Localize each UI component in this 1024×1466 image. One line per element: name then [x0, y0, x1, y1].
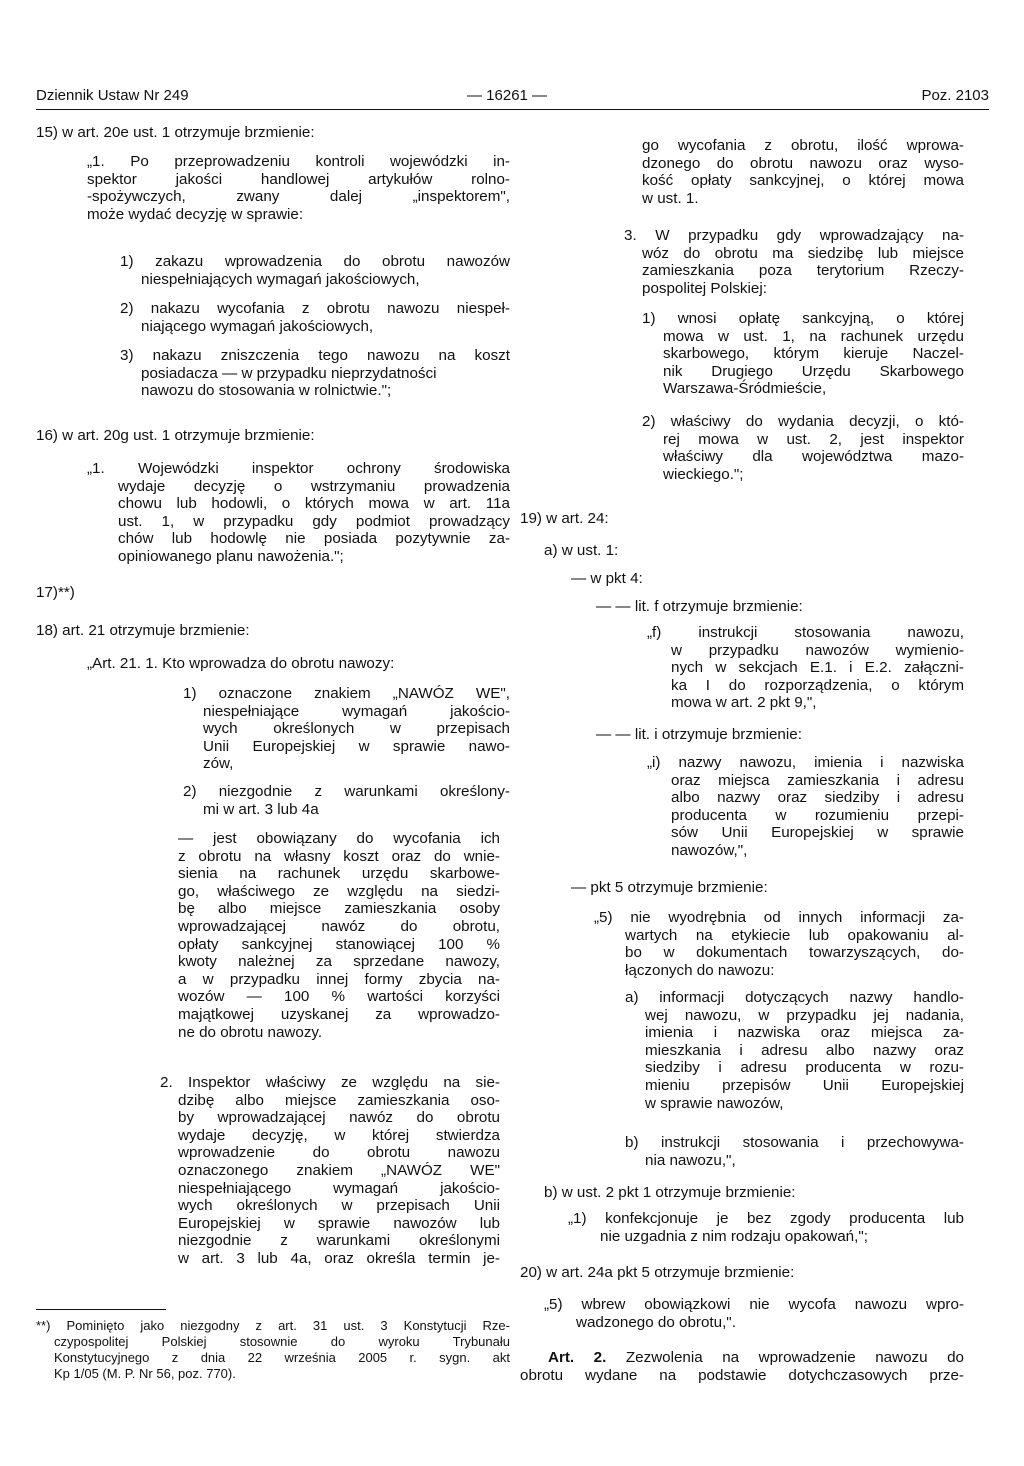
item-19: 19) w art. 24: [520, 510, 609, 527]
item-19-a: a) w ust. 1: [544, 542, 619, 559]
pkt-5-a: a) informacji dotyczących nazwy handlo- wej nawozu, w przypadku jej nadania, imienia i nazwiska oraz miejsca za- mieszkania i adresu albo nazwy oraz siedziby i adresu producenta w rozu- mieniu przepisów Unii Europejskiej w sprawie nawozów, [625, 989, 964, 1112]
header-rule [36, 109, 989, 110]
lit-f-text: „f) instrukcji stosowania nawozu, w przypadku nawozów wymienio- nych w sekcjach E.1. i E.2. załączni- ka I do rozporządzenia, o którym mowa w art. 2 pkt 9,", [647, 624, 964, 712]
para-3-point-2: 2) właściwy do wydania decyzji, o któ- rej mowa w ust. 2, jest inspektor właściwy dla województwa mazo- wieckiego."; [642, 413, 964, 483]
para-3-point-1: 1) wnosi opłatę sankcyjną, o której mowa w ust. 1, na rachunek urzędu skarbowego, którym kieruje Naczel- nik Drugiego Urzędu Skarbowego Warszawa-Śródmieście, [642, 310, 964, 398]
position-number: Poz. 2103 [921, 87, 989, 104]
item-20-text: „5) wbrew obowiązkowi nie wycofa nawozu wpro- wadzonego do obrotu,". [544, 1296, 964, 1331]
journal-title: Dziennik Ustaw Nr 249 [36, 87, 189, 104]
continuation-text: go wycofania z obrotu, ilość wprowa- dzonego do obrotu nawozu oraz wyso- kość opłaty sankcyjnej, o której mowa w ust. 1. [642, 137, 964, 207]
art-2 [520, 1349, 964, 1384]
page-number: — 16261 — [467, 87, 548, 104]
item-15-point-2: 2) nakazu wycofania z obrotu nawozu niespeł- niającego wymagań jakościowych, [120, 300, 510, 335]
item-15-text: „1. Po przeprowadzeniu kontroli wojewódzki in- spektor jakości handlowej artykułów rolno- -spożywczych, zwany dalej „inspektorem", może wydać decyzję w sprawie: [87, 153, 510, 223]
pkt-5-text: „5) nie wyodrębnia od innych informacji za- wartych na etykiecie lub opakowaniu al- bo w dokumentach towarzyszących, do- łączonych do nawozu: [594, 909, 964, 979]
art-21-para-3: 3. W przypadku gdy wprowadzający na- wóz do obrotu ma siedzibę lub miejsce zamieszkania poza terytorium Rzeczy- pospolitej Polskiej: [624, 227, 964, 297]
item-16-text: „1. Wojewódzki inspektor ochrony środowiska wydaje decyzję o wstrzymaniu prowadzenia chowu lub hodowli, o których mowa w art. 11a ust. 1, w przypadku gdy podmiot prowadzący chów lub hodowlę nie posiada pozytywnie za- opiniowanego planu nawożenia."; [87, 460, 510, 565]
art-21-heading: „Art. 21. 1. Kto wprowadza do obrotu nawozy: [87, 655, 395, 672]
art-2-text-1: Zezwolenia na wprowadzenie nawozu do [625, 1349, 964, 1366]
page-header [36, 87, 989, 107]
item-18: 18) art. 21 otrzymuje brzmienie: [36, 622, 250, 639]
art-21-para-2: 2. Inspektor właściwy ze względu na sie- dzibę albo miejsce zamieszkania oso- by wprowadzającej nawóz do obrotu wydaje decyzję, w której stwierdza wprowadzenie do obrotu nawozu oznaczonego znakiem „NAWÓZ WE" niespełniającego wymagań jakościo- wych określonych w przepisach Unii Europejskiej w sprawie nawozów lub niezgodnie z warunkami określonymi w art. 3 lub 4a, oraz określa termin je- [160, 1074, 500, 1267]
item-19-b: b) w ust. 2 pkt 1 otrzymuje brzmienie: [544, 1184, 796, 1201]
art-2-label: Art. 2. [548, 1349, 607, 1366]
art-21-obligation: — jest obowiązany do wycofania ich z obrotu na własny koszt oraz do wnie- sienia na rachunek urzędu skarbowe- go, właściwego ze względu na siedzi- bę albo miejsce zamieszkania osoby wprowadzającej nawóz do obrotu, opłaty sankcyjnej stanowiącej 100 % kwoty należnej za sprzedane nawozy, a w przypadku innej formy zbycia na- wozów — 100 % wartości korzyści majątkowej uzyskanej za wprowadzo- ne do obrotu nawozy. [178, 830, 500, 1041]
item-16: 16) w art. 20g ust. 1 otrzymuje brzmienie: [36, 427, 315, 444]
item-17: 17)**) [36, 584, 75, 601]
item-15-point-3: 3) nakazu zniszczenia tego nawozu na koszt posiadacza — w przypadku nieprzydatności nawozu do stosowania w rolnictwie."; [120, 347, 510, 400]
item-19-lit-i: — — lit. i otrzymuje brzmienie: [596, 726, 802, 743]
item-19-b-text: „1) konfekcjonuje je bez zgody producenta lub nie uzgadnia z nim rodzaju opakowań,"; [568, 1210, 964, 1245]
item-19-pkt-4: — w pkt 4: [571, 570, 643, 587]
footnote: **) Pominięto jako niezgodny z art. 31 ust. 3 Konstytucji Rze- czypospolitej Polskiej stosownie do wyroku Trybunału Konstytucyjnego z dnia 22 września 2005 r. sygn. akt Kp 1/05 (M. P. Nr 56, poz. 770). [36, 1318, 510, 1381]
item-15: 15) w art. 20e ust. 1 otrzymuje brzmienie: [36, 124, 315, 141]
art-21-point-2: 2) niezgodnie z warunkami określony- mi w art. 3 lub 4a [183, 783, 510, 818]
lit-i-text: „i) nazwy nawozu, imienia i nazwiska oraz miejsca zamieszkania i adresu albo nazwy oraz siedziby i adresu producenta w rozumieniu przepi- sów Unii Europejskiej w sprawie nawozów,", [647, 754, 964, 859]
item-19-pkt-5: — pkt 5 otrzymuje brzmienie: [571, 879, 768, 896]
item-20: 20) w art. 24a pkt 5 otrzymuje brzmienie: [520, 1264, 795, 1281]
art-2-text-2: obrotu wydane na podstawie dotychczasowych prze- [520, 1366, 964, 1384]
item-19-lit-f: — — lit. f otrzymuje brzmienie: [596, 598, 803, 615]
footnote-rule [36, 1309, 166, 1310]
item-15-point-1: 1) zakazu wprowadzenia do obrotu nawozów niespełniających wymagań jakościowych, [120, 253, 510, 288]
art-21-point-1: 1) oznaczone znakiem „NAWÓZ WE", niespełniające wymagań jakościo- wych określonych w przepisach Unii Europejskiej w sprawie nawo- zów, [183, 685, 510, 773]
pkt-5-b: b) instrukcji stosowania i przechowywa- nia nawozu,", [625, 1134, 964, 1169]
